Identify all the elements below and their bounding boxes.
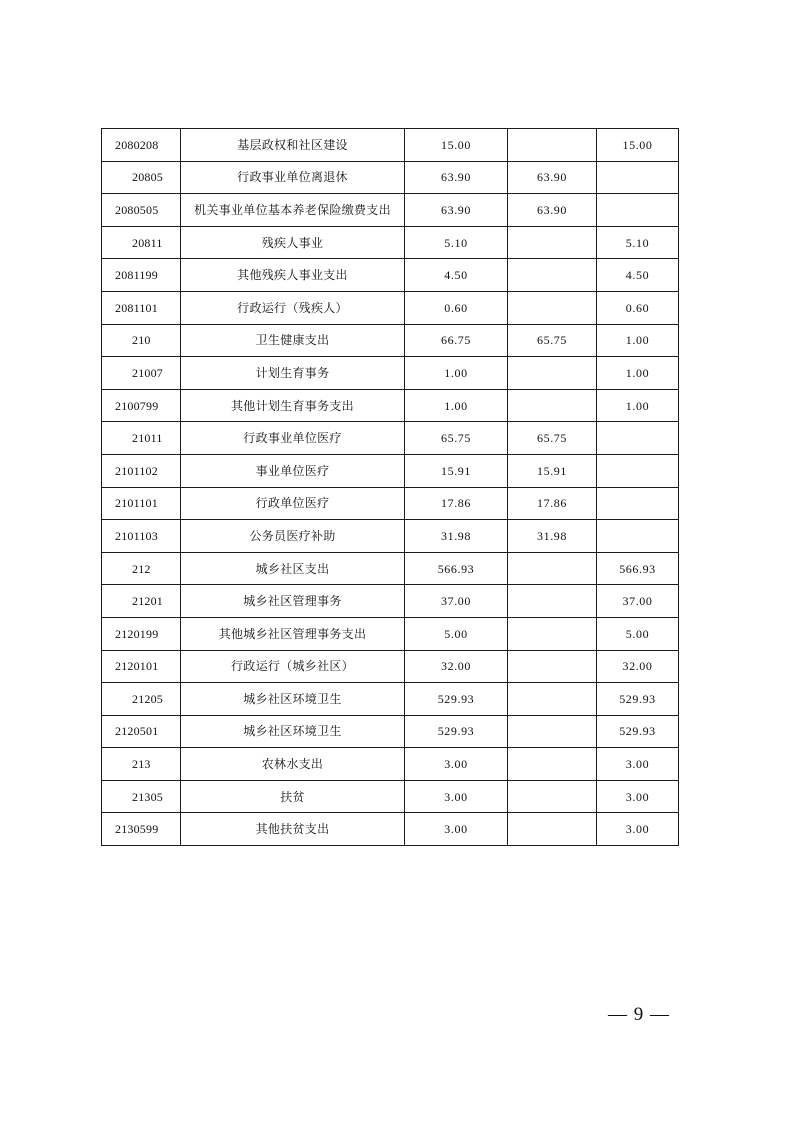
cell-project-expenditure [597,422,679,455]
cell-project-expenditure [597,194,679,227]
cell-basic-expenditure: 31.98 [508,520,597,553]
cell-subject-name: 其他残疾人事业支出 [181,259,405,292]
cell-project-expenditure: 1.00 [597,389,679,422]
cell-total-amount: 3.00 [405,748,508,781]
cell-total-amount: 4.50 [405,259,508,292]
cell-project-expenditure: 5.00 [597,617,679,650]
cell-basic-expenditure: 65.75 [508,324,597,357]
cell-basic-expenditure [508,683,597,716]
cell-project-expenditure: 3.00 [597,813,679,846]
cell-basic-expenditure: 65.75 [508,422,597,455]
cell-basic-expenditure [508,715,597,748]
cell-total-amount: 3.00 [405,780,508,813]
cell-subject-code: 21011 [102,422,181,455]
cell-total-amount: 5.00 [405,617,508,650]
table-row [102,617,679,650]
cell-total-amount: 65.75 [405,422,508,455]
cell-basic-expenditure [508,226,597,259]
cell-total-amount: 1.00 [405,389,508,422]
cell-subject-code: 21205 [102,683,181,716]
cell-total-amount: 66.75 [405,324,508,357]
cell-project-expenditure: 37.00 [597,585,679,618]
table-row [102,683,679,716]
cell-subject-name: 行政事业单位离退休 [181,161,405,194]
cell-basic-expenditure [508,813,597,846]
cell-basic-expenditure: 15.91 [508,454,597,487]
cell-total-amount: 3.00 [405,813,508,846]
cell-subject-name: 公务员医疗补助 [181,520,405,553]
cell-project-expenditure: 3.00 [597,748,679,781]
cell-basic-expenditure: 63.90 [508,194,597,227]
cell-total-amount: 529.93 [405,683,508,716]
cell-subject-code: 212 [102,552,181,585]
cell-subject-name: 行政单位医疗 [181,487,405,520]
cell-subject-code: 2101102 [102,454,181,487]
table-row [102,454,679,487]
cell-subject-name: 城乡社区支出 [181,552,405,585]
cell-project-expenditure: 15.00 [597,129,679,162]
cell-subject-name: 城乡社区管理事务 [181,585,405,618]
cell-project-expenditure [597,161,679,194]
table-row [102,585,679,618]
cell-project-expenditure: 566.93 [597,552,679,585]
cell-basic-expenditure: 17.86 [508,487,597,520]
table-row [102,194,679,227]
cell-basic-expenditure [508,748,597,781]
cell-subject-code: 2081199 [102,259,181,292]
cell-project-expenditure [597,487,679,520]
cell-total-amount: 15.00 [405,129,508,162]
cell-subject-code: 20805 [102,161,181,194]
cell-project-expenditure: 32.00 [597,650,679,683]
cell-basic-expenditure [508,259,597,292]
budget-expenditure-table [101,128,679,846]
cell-project-expenditure: 4.50 [597,259,679,292]
cell-subject-code: 210 [102,324,181,357]
table-row [102,389,679,422]
table-row [102,129,679,162]
cell-subject-name: 行政运行（城乡社区） [181,650,405,683]
table-row [102,552,679,585]
cell-total-amount: 37.00 [405,585,508,618]
cell-project-expenditure: 529.93 [597,715,679,748]
cell-project-expenditure: 1.00 [597,357,679,390]
table-row [102,748,679,781]
cell-subject-name: 其他城乡社区管理事务支出 [181,617,405,650]
table-row [102,520,679,553]
cell-total-amount: 32.00 [405,650,508,683]
cell-total-amount: 566.93 [405,552,508,585]
cell-subject-name: 机关事业单位基本养老保险缴费支出 [181,194,405,227]
cell-subject-code: 213 [102,748,181,781]
cell-basic-expenditure [508,357,597,390]
cell-subject-code: 2100799 [102,389,181,422]
cell-total-amount: 1.00 [405,357,508,390]
cell-total-amount: 31.98 [405,520,508,553]
cell-basic-expenditure: 63.90 [508,161,597,194]
cell-basic-expenditure [508,780,597,813]
cell-subject-code: 2120199 [102,617,181,650]
cell-subject-name: 行政事业单位医疗 [181,422,405,455]
cell-total-amount: 63.90 [405,161,508,194]
cell-project-expenditure: 529.93 [597,683,679,716]
cell-subject-name: 事业单位医疗 [181,454,405,487]
cell-subject-code: 2080208 [102,129,181,162]
table-row [102,715,679,748]
table-row [102,813,679,846]
cell-subject-code: 21305 [102,780,181,813]
cell-subject-code: 2080505 [102,194,181,227]
cell-subject-name: 行政运行（残疾人） [181,291,405,324]
table-row [102,422,679,455]
table-row [102,324,679,357]
cell-total-amount: 5.10 [405,226,508,259]
cell-subject-name: 残疾人事业 [181,226,405,259]
cell-subject-name: 城乡社区环境卫生 [181,683,405,716]
cell-subject-name: 计划生育事务 [181,357,405,390]
cell-subject-code: 2081101 [102,291,181,324]
cell-subject-code: 21201 [102,585,181,618]
cell-basic-expenditure [508,291,597,324]
page-number: — 9 — [608,1004,670,1025]
cell-total-amount: 529.93 [405,715,508,748]
cell-basic-expenditure [508,129,597,162]
cell-subject-code: 2101103 [102,520,181,553]
cell-subject-code: 21007 [102,357,181,390]
cell-subject-name: 基层政权和社区建设 [181,129,405,162]
cell-project-expenditure: 5.10 [597,226,679,259]
cell-basic-expenditure [508,389,597,422]
cell-project-expenditure [597,520,679,553]
table-row [102,226,679,259]
cell-subject-code: 2130599 [102,813,181,846]
table-body [102,129,679,846]
cell-project-expenditure: 3.00 [597,780,679,813]
cell-subject-name: 扶贫 [181,780,405,813]
cell-basic-expenditure [508,552,597,585]
cell-subject-name: 其他计划生育事务支出 [181,389,405,422]
table-row [102,487,679,520]
cell-basic-expenditure [508,617,597,650]
cell-total-amount: 17.86 [405,487,508,520]
cell-project-expenditure: 0.60 [597,291,679,324]
cell-basic-expenditure [508,650,597,683]
table-row [102,780,679,813]
cell-subject-name: 其他扶贫支出 [181,813,405,846]
cell-subject-name: 城乡社区环境卫生 [181,715,405,748]
cell-project-expenditure [597,454,679,487]
cell-subject-code: 2101101 [102,487,181,520]
table-row [102,357,679,390]
cell-basic-expenditure [508,585,597,618]
cell-total-amount: 15.91 [405,454,508,487]
table-row [102,291,679,324]
cell-project-expenditure: 1.00 [597,324,679,357]
cell-subject-name: 卫生健康支出 [181,324,405,357]
cell-subject-code: 20811 [102,226,181,259]
table-row [102,161,679,194]
cell-subject-code: 2120101 [102,650,181,683]
cell-total-amount: 0.60 [405,291,508,324]
cell-total-amount: 63.90 [405,194,508,227]
table-row [102,259,679,292]
cell-subject-name: 农林水支出 [181,748,405,781]
cell-subject-code: 2120501 [102,715,181,748]
table-row [102,650,679,683]
